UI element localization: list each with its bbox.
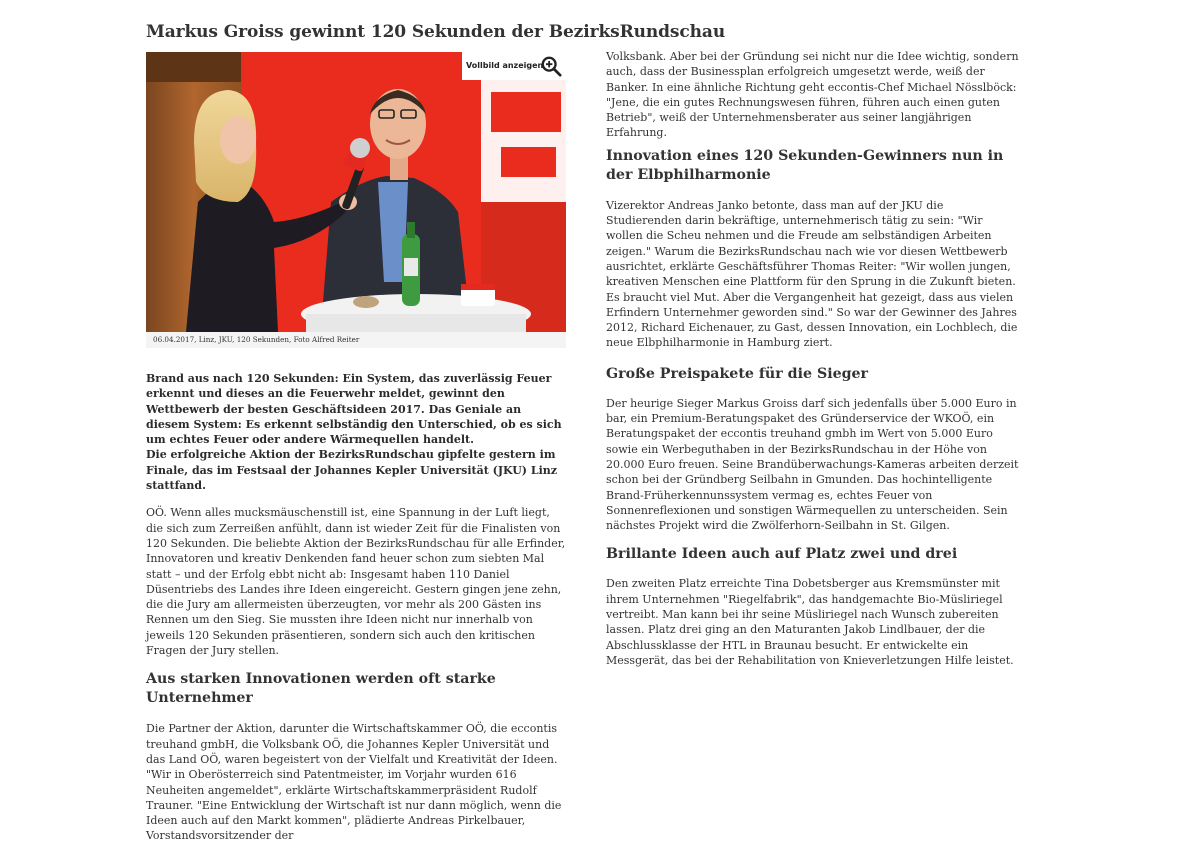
subheading-2: Innovation eines 120 Sekunden-Gewinners nun in der Elbphilharmonie xyxy=(606,147,1004,183)
photo-caption: 06.04.2017, Linz, JKU, 120 Sekunden, Foto Alfred Reiter xyxy=(146,332,566,348)
body-paragraph-5: Den zweiten Platz erreichte Tina Dobetsberger aus Kremsmünster mit ihrem Unternehmen "Riegelfabrik", das handgemachte Bio-Müsliriegel vertreibt. Man kann bei ihr seine Müsliriegel nach Wunsch zubereiten lassen. Platz drei ging an den Maturanten Jakob Lindlbauer, der die Abschlussklasse der HTL in Braunau besucht. Er entwickelte ein Messgerät, das bei der Rehabilitation von Knieverletzungen Hilfe leistet. xyxy=(606,577,1014,667)
fullview-button[interactable] xyxy=(462,52,566,80)
interview-photo-illustration xyxy=(146,52,566,332)
subheading-1: Aus starken Innovationen werden oft starke Unternehmer xyxy=(146,671,496,707)
article-headline: Markus Groiss gewinnt 120 Sekunden der BezirksRundschau xyxy=(146,22,726,42)
body-paragraph-3: Vizerektor Andreas Janko betonte, dass man auf der JKU die Studierenden darin bekräftige, unternehmerisch tätig zu sein: "Wir wollen die Scheu nehmen und die Freude am selbständigen Arbeiten zeigen." Warum die BezirksRundschau nach wie vor diesen Wettbewerb ausrichtet, erklärte Geschäftsführer Thomas Reiter: "Wir wollen jungen, kreativen Menschen eine Plattform für den Sprung in die Zukunft bieten. Es braucht viel Mut. Aber die Vergangenheit hat gezeigt, dass aus vielen Erfindern Unternehmer geworden sind." So war der Gewinner des Jahres 2012, Richard Eichenauer, zu Gast, dessen Innovation, ein Lochblech, die neue Elbphilharmonie in Hamburg ziert. xyxy=(606,198,1018,350)
subheading-3: Große Preispakete für die Sieger xyxy=(606,365,869,382)
article-column-right xyxy=(606,49,1022,668)
body-paragraph-1: OÖ. Wenn alles mucksmäuschenstill ist, eine Spannung in der Luft liegt, die sich zum Zerreißen anfühlt, dann ist wieder Zeit für die Finalisten von 120 Sekunden. Die beliebte Aktion der BezirksRundschau für alle Erfinder, Innovatoren und kreativ Denkenden fand heuer schon zum siebten Mal statt – und der Erfolg ebbt nicht ab: Insgesamt haben 110 Daniel Düsentriebs des Landes ihre Ideen eingereicht. Gestern gingen jene zehn, die die Jury am allermeisten überzeugten, vor mehr als 200 Gästen ins Rennen um den Sieg. Sie mussten ihre Ideen nicht nur innerhalb von jeweils 120 Sekunden präsentieren, sondern sich auch den kritischen Fragen der Jury stellen. xyxy=(146,506,566,658)
body-paragraph-2: Die Partner der Aktion, darunter die Wirtschaftskammer OÖ, die eccontis treuhand gmbH, die Volksbank OÖ, die Johannes Kepler Universität und das Land OÖ, waren begeistert von der Vielfalt und Kreativität der Ideen. "Wir in Oberösterreich sind Patentmeister, im Vorjahr wurden 616 Neuheiten angemeldet", erklärte Wirtschaftskammerpräsident Rudolf Trauner. "Eine Entwicklung der Wirtschaft ist nur dann möglich, wenn die Ideen auch auf den Markt kommen", plädierte Andreas Pirkelbauer, Vorstandsvorsitzender der xyxy=(146,722,562,843)
body-paragraph-2-continued: Volksbank. Aber bei der Gründung sei nicht nur die Idee wichtig, sondern auch, dass der Businessplan erfolgreich umgesetzt werde, weiß der Banker. In eine ähnliche Richtung geht eccontis-Chef Michael Nösslböck: "Jene, die ein gutes Rechnungswesen führen, führen auch einen guten Betrieb", weiß der Unternehmensberater aus seiner langjährigen Erfahrung. xyxy=(606,50,1019,140)
article-photo[interactable] xyxy=(146,52,566,332)
subheading-4: Brillante Ideen auch auf Platz zwei und drei xyxy=(606,546,958,563)
lead-paragraph-1: Brand aus nach 120 Sekunden: Ein System, das zuverlässig Feuer erkennt und dieses an die Feuerwehr meldet, gewinnt den Wettbewerb der besten Geschäftsideen 2017. Das Geniale an diesem System: Es erkennt selbständig den Unterschied, ob es sich um echtes Feuer oder andere Wärmequellen handelt. xyxy=(146,372,562,447)
zoom-in-icon[interactable] xyxy=(540,55,562,77)
body-paragraph-4: Der heurige Sieger Markus Groiss darf sich jedenfalls über 5.000 Euro in bar, ein Premium-Beratungspaket des Gründerservice der WKOÖ, ein Beratungspaket der eccontis treuhand gmbh im Wert von 5.000 Euro sowie ein Werbeguthaben in der BezirksRundschau in der Höhe von 20.000 Euro freuen. Seine Brandüberwachungs-Kameras arbeiten derzeit schon bei der Gründberg Seilbahn in Gmunden. Das hochintelligente Brand-Früherkennunssystem vermag es, echtes Feuer von Sonnenreflexionen und sonstigen Wärmequellen zu unterscheiden. Sein nächstes Projekt wird die Zwölferhorn-Seilbahn in St. Gilgen. xyxy=(606,396,1019,533)
fullview-label: Vollbild anzeigen xyxy=(466,61,544,71)
article-column-left xyxy=(146,52,566,844)
lead-paragraph-2: Die erfolgreiche Aktion der BezirksRundschau gipfelte gestern im Finale, das im Festsaal der Johannes Kepler Universität (JKU) Linz stattfand. xyxy=(146,448,557,493)
